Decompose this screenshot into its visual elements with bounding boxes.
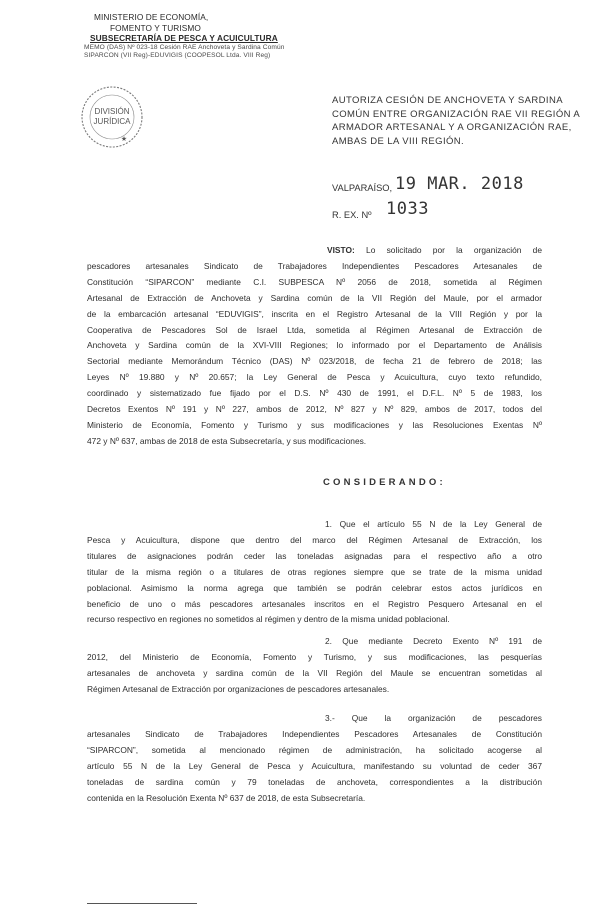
title-line: ARMADOR ARTESANAL Y A ORGANIZACIÓN RAE,: [332, 122, 572, 134]
visto-line: Leyes Nº 19.880 y Nº 20.657; la Ley General de Pesca y Acuicultura, cuyo texto refundido,: [87, 372, 542, 383]
c3-line: “SIPARCON”, sometida al mencionado régimen de administración, ha solicitado acogerse al: [87, 744, 542, 755]
c2-first-text: Que mediante Decreto Exento Nº 191 de: [342, 636, 542, 646]
visto-line: Decretos Exentos Nº 191 y Nº 227, ambos de 2012, Nº 827 y Nº 829, ambos de 2017, todos del: [87, 404, 542, 415]
rex-number: 1033: [386, 199, 429, 219]
c2-line: artesanales de anchoveta y sardina común de la VII Región del Maule se encuentran sometidas al: [87, 667, 542, 678]
c1-number: 1.: [325, 519, 332, 529]
visto-line: Sectorial mediante Memorándum Técnico (DAS) Nº 023/2018, de fecha 21 de febrero de 2018; las: [87, 356, 542, 367]
c3-line: toneladas de sardina común y 79 toneladas de anchoveta, correspondientes a la distribución: [87, 776, 542, 787]
title-line: AUTORIZA CESIÓN DE ANCHOVETA Y SARDINA: [332, 95, 563, 106]
c3-line: artículo 55 N de la Ley General de Pesca y Acuicultura, manifestando su voluntad de ceder 367: [87, 760, 542, 771]
c1-line: recurso respectivo en regiones no sometidos al régimen y dentro de la misma unidad poblacional.: [87, 614, 450, 625]
visto-line: Cooperativa de Pescadores Sol de Israel Ltda, sometida al Régimen Artesanal de Extracción de: [87, 324, 542, 335]
c1-line: poblacional. Asimismo la norma agrega que también se podrán celebrar estos actos jurídicos en: [87, 582, 542, 593]
c3-first-text: Que la organización de pescadores: [351, 713, 542, 723]
footnote-rule: [87, 903, 197, 904]
place-label: VALPARAÍSO,: [332, 183, 393, 193]
stamp-star-icon: ★: [120, 136, 128, 143]
visto-line: Ministerio de Economía, Fomento y Turismo y sus modificaciones y las Resoluciones Exentas Nº: [87, 419, 542, 430]
visto-line: de la embarcación artesanal “EDUVIGIS”, inscrita en el Registro Artesanal de la VIII Región y por la: [87, 308, 542, 319]
visto-line: coordinado y sistematizado fue fijado por el D.S. Nº 430 de 1991, el D.F.L. Nº 5 de 1983, los: [87, 388, 542, 399]
considerando-1: [87, 517, 542, 628]
c3-line: artesanales Sindicato de Trabajadores Independientes Pescadores Artesanales de Constitución: [87, 728, 542, 739]
memo-reference-2: SIPARCON (VII Reg)-EDUVIGIS (COOPESOL Ltda. VIII Reg): [84, 52, 271, 60]
ministry-line-2: FOMENTO Y TURISMO: [110, 22, 201, 33]
c1-line: titulares de asignaciones podrán ceder las toneladas asignadas para el respectivo año a otro: [87, 550, 542, 561]
memo-reference-1: MEMO (DAS) Nº 023-18 Cesión RAE Anchoveta y Sardina Común: [84, 43, 285, 51]
ministry-line: MINISTERIO DE ECONOMÍA,: [94, 12, 209, 22]
visto-line: Anchoveta y Sardina común de la XVI-VIII Regiones; lo informado por el Departamento de Análisis: [87, 340, 542, 351]
c2-number: 2.: [325, 636, 332, 646]
c2-line: 2012, del Ministerio de Economía, Fomento y Turismo, y sus modificaciones, las pesquerías: [87, 651, 542, 662]
visto-line: pescadores artesanales Sindicato de Trabajadores Independientes Pescadores Artesanales de: [87, 260, 542, 271]
subsecretaria-line: SUBSECRETARÍA DE PESCA Y ACUICULTURA: [90, 33, 278, 43]
visto-line: Constitución “SIPARCON” mediante C.I. SUBPESCA Nº 2056 de 2018, sometida al Régimen: [87, 276, 542, 287]
c2-first-line: [87, 634, 542, 650]
c1-line: titular de la misma región o a titulares de otras regiones siempre que se trate de la misma unidad: [87, 566, 542, 577]
division-juridica-stamp: [79, 84, 145, 150]
resolution-date: 19 MAR. 2018: [395, 174, 524, 194]
c1-line: beneficio de uno o más pescadores artesanales inscritos en el Registro Pesquero Artesanal en el: [87, 598, 542, 609]
visto-label: VISTO:: [327, 245, 355, 255]
title-line: AMBAS DE LA VIII REGIÓN.: [332, 135, 465, 147]
letterhead: [84, 12, 314, 61]
visto-line: 472 y Nº 637, ambas de 2018 de esta Subsecretaría, y sus modificaciones.: [87, 435, 367, 446]
c1-first-line: [87, 517, 542, 533]
visto-line: Artesanal de Extracción de Anchoveta y Sardina común de la VII Región del Maule, por el armador: [87, 292, 542, 303]
rex-label: R. EX. Nº: [332, 210, 372, 220]
title-line: COMÚN ENTRE ORGANIZACIÓN RAE VII REGIÓN A: [332, 108, 581, 120]
considerando-3: [87, 711, 542, 806]
visto-first-line: [87, 243, 542, 259]
c1-line: Pesca y Acuicultura, dispone que dentro del marco del Régimen Artesanal de Extracción, los: [87, 534, 542, 545]
visto-section: [87, 243, 542, 450]
stamp-text-bottom: JURÍDICA: [93, 117, 131, 126]
considerando-heading: CONSIDERANDO:: [323, 477, 446, 488]
visto-first-text: Lo solicitado por la organización de: [366, 245, 543, 255]
stamp-text-top: DIVISIÓN: [94, 107, 130, 116]
c3-first-line: [87, 711, 542, 727]
resolution-title: [332, 94, 581, 148]
c3-line: contenida en la Resolución Exenta Nº 637 de 2018, de esta Subsecretaría.: [87, 792, 366, 803]
considerando-2: [87, 634, 542, 698]
c2-line: Régimen Artesanal de Extracción por organizaciones de pescadores artesanales.: [87, 683, 390, 694]
c1-first-text: Que el artículo 55 N de la Ley General de: [339, 519, 542, 529]
c3-number: 3.-: [325, 713, 335, 723]
